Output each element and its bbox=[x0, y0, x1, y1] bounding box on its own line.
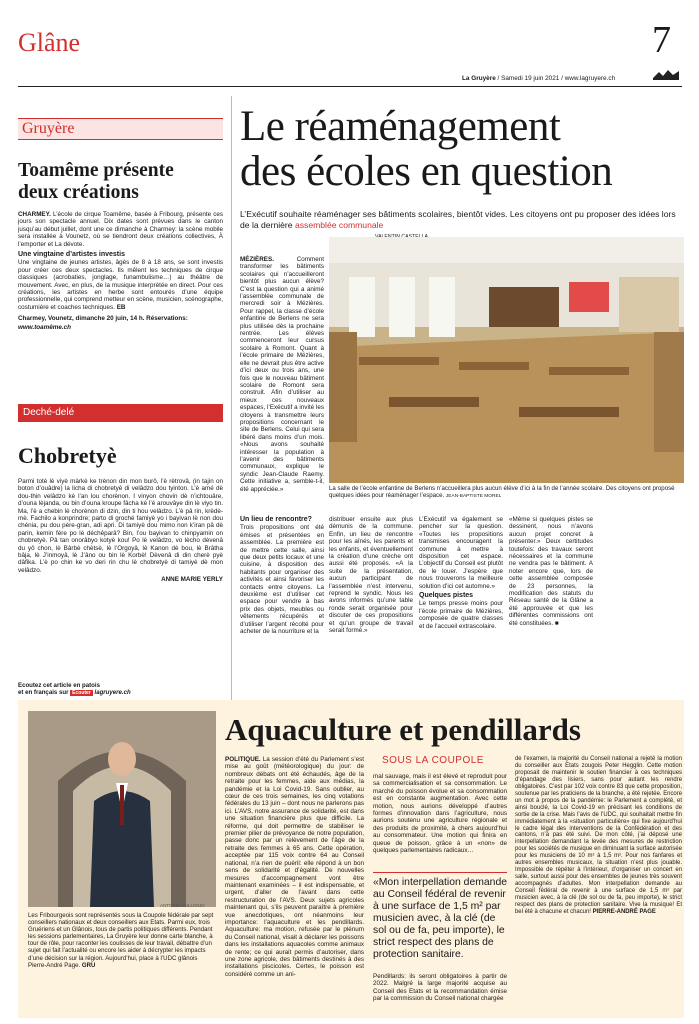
author: ANNE MARIE YERLY bbox=[161, 576, 223, 584]
issue-date: Samedi 19 juin 2021 bbox=[501, 75, 560, 82]
photo-credit: JEAN-BAPTISTE MOREL bbox=[445, 494, 502, 500]
lead-dateline: MÉZIÈRES. bbox=[240, 256, 274, 263]
body-text: Parmi totè lè viyè màrkè ke trènon din mon burô, l’è rètrovâ, (in tajin on boton d’ouâdre) la licha di chobretyè di velâdzo dou tyinton. L’è amé dè dou-thin velâdzo kè l’an lou chorènon. I vinyon chovin dè n’ichtouâre, d’ouna lèjanda, ou bin d’ouna kroupe fâcha kè l’è arouvâye din lè viyo tin. Ma, l’è a chebin lè chorènon di dzin, din ti hou velâdzo. L’è pâ rin, krèdè-mè. Fachilo a konprindre; parto di groché famiyè yo i bayivan lè non dou chénia, pu dou père-gran, adi apri. Di tamiyè dou mimo non k’iran pâ dè parin, kemin fére po lè déchêparâ? Bin, l’ou bayivan to chinpyamin on chobretyè. Pâ tan onorâbyo kotyè kou! Po lè velâdzo, vo lècho dèvenâ du yô chon, lè Bârbè chètsè, lè l’Orgoyâ, lè Kanon dè bou, lè Brâtha bâja, lè J’inmoyâ, lè J’âno ou bin lè Korbè! Dèvenâ di din cherè pyè dâfika. L’è po chin ke vo deri rin chu lè chobretyè di tamiyè dè mon velâdzo. bbox=[18, 478, 223, 574]
bottom-headline: Aquaculture et pendillards bbox=[225, 712, 581, 747]
site-link[interactable]: www.lagruyere.ch bbox=[564, 75, 616, 82]
main-col5 bbox=[509, 516, 593, 628]
col-text: mal sauvage, mais il est élevé et reproduit pour sa commercialisation et sa consommation. Le marché du poisson évolue et sa consommation est en constante augmentation. Avec cette motion, nous aurions développé d’autres formes d’innovation dans l’agriculture, nous aurions soutenu une agriculture régionale et des produits de proximité, à chers aujourd’hui au consommateur. Une motion qui finira en queue de poisson, grâce à un «non» de quelques parlementaires radicaux… bbox=[373, 773, 507, 855]
section-bar-gruyere bbox=[18, 118, 223, 140]
practical-link[interactable]: www.toamême.ch bbox=[18, 323, 71, 331]
pull-quote: «Mon interpellation demande au Conseil fédéral de revenir à une surface de 1,5 m² par musicien avec, à la clé (de sol ou de fa, peu importe), le strict respect des plans de protection sanitaire. bbox=[373, 872, 507, 961]
bottom-col3 bbox=[515, 756, 682, 917]
audio-site[interactable]: lagruyere.ch bbox=[94, 689, 131, 697]
article2-body bbox=[18, 478, 223, 585]
audio-line2: et en français sur bbox=[18, 689, 69, 697]
main-col1 bbox=[240, 256, 324, 494]
lead-dateline: POLITIQUE. bbox=[225, 756, 261, 763]
subhead: Un lieu de rencontre? bbox=[240, 516, 312, 523]
audio-footer bbox=[18, 682, 223, 697]
caption-text: Les Fribourgeois sont représentés sous la Coupole fédérale par sept conseillers nationaux et deux conseillers aux Etats. Parmi eux, trois Gruériens et un Glânois, tous de partis politiques différents. Pendant les sessions parlementaires, La Gruyère leur donne carte blanche, à tour de rôle, pour raconter les coulisses de leur travail, débattre d’un sujet qui fait l’actualité ou encore les aider à décrypter les impacts d’une décision sur la région. Aujourd’hui, place à l’UDC glânois Pierre-André Page. bbox=[28, 912, 214, 969]
col-text: L’Exécutif va également se pencher sur la question. «Toutes les propositions transmises encouragent la commune à mettre à disposition cet espace. L’objectif du Conseil est plutôt de le louer. J’espère que nous trouverons la meilleure solution d’ici cet automne.» bbox=[419, 516, 503, 590]
deck-text: L’Exécutif souhaite réaménager ses bâtiments scolaires, bientôt vides. Les citoyens ont pu proposer des idées lors de la dernière bbox=[240, 209, 676, 230]
listen-badge[interactable]: Écouter bbox=[72, 690, 91, 697]
portrait-photo bbox=[28, 711, 216, 907]
main-headline bbox=[240, 104, 685, 194]
col-text: Le temps presse moins pour l’école primaire de Mézières, composée de quatre classes et de l’accueil extrascolaire. bbox=[419, 600, 503, 630]
col-text: Trois propositions ont été émises et présentées en assemblée. La première est de mettre cette salle, ainsi que deux petits locaux et une cuisine, à disposition des habitants pour organiser des activités et ainsi favoriser les contacts entre citoyens. La deuxième est d’utiliser cet espace pour vendre à bas prix des objets, meubles ou vêtements récupérés et d’utiliser l’argent récolté pour acheter de la nourriture et la bbox=[240, 524, 324, 636]
article1-body bbox=[18, 211, 223, 332]
main-deck bbox=[240, 209, 684, 231]
article2-headline: Chobretyè bbox=[18, 443, 117, 468]
headline-line: Le réaménagement bbox=[240, 103, 561, 150]
headline-line: Toamême présente bbox=[18, 160, 174, 181]
subhead: Quelques pistes bbox=[419, 592, 474, 600]
end-mark: ■ bbox=[554, 619, 559, 627]
author: PIERRE-ANDRÉ PAGE bbox=[592, 908, 656, 915]
section-bar-deche-dele bbox=[18, 404, 223, 422]
rubric: SOUS LA COUPOLE bbox=[382, 755, 484, 766]
bottom-col1 bbox=[225, 756, 364, 979]
col-text: «Même si quelques pistes se dessinent, nous n’avons aucun projet concret à présenter.» Deux certitudes toutefois: des travaux seront nécessaires et la commune ne vendra pas le bâtiment. A noter encore que, lors de cette assemblée composée de 23 personnes, la modification des statuts du Réseau santé de la Glâne a été approuvée et que les différentes commissions ont été constituées. bbox=[509, 516, 593, 627]
bottom-col2b bbox=[373, 973, 507, 1004]
article1-headline bbox=[18, 160, 228, 204]
headline-line: des écoles en question bbox=[240, 148, 613, 195]
main-col2 bbox=[240, 516, 324, 637]
portrait-credit: ANTOINE VULLIOUD bbox=[160, 903, 205, 908]
audio-line1: Ecoutez cet article en patois bbox=[18, 682, 100, 689]
lead-dateline: CHARMEY. bbox=[18, 211, 51, 218]
author: EB bbox=[116, 303, 126, 311]
portrait-caption bbox=[28, 912, 216, 969]
masthead-logo-icon bbox=[651, 68, 681, 82]
photo-caption bbox=[329, 485, 684, 500]
body-text: Une vingtaine de jeunes artistes, âgés de 8 à 18 ans, se sont investis pour créer ces deux spectacles. Ils mêlent les techniques de cirque classiques (acrobaties, jonglage, funambulisme…) au théâtre de mouvement. Avec, en plus, de la musique interprétée en direct. Pour ces créations, les artistes en herbe sont entourés d’une équipe professionnelle, qui comprend metteur en scène, musicien, scénographe, costumière et coaches techniques. bbox=[18, 259, 223, 311]
caption-author: GRU bbox=[81, 961, 96, 969]
deck-highlight-link[interactable]: assemblée communale bbox=[294, 220, 384, 230]
page-number: 7 bbox=[652, 19, 671, 61]
section-label: Deché-delé bbox=[23, 407, 75, 418]
lead-text: L’école de cirque Toamême, basée à Fribourg, présente ces jours son spectacle annuel. Dix dates sont prévues dans le canton jusqu’au début juillet, dont une ce dimanche à Charmey: la scène mobile sera installée à Vounetz, où se tiendront deux créations collectives, À l’emporter et La dévote. bbox=[18, 211, 224, 248]
col-text: Pendillards: ils seront obligatoires à partir de 2022. Malgré la large majorité acquise au Conseil des Etats et la recommandation émise par la commission du Conseil national chargée bbox=[373, 973, 507, 1003]
section-title: Glâne bbox=[18, 28, 81, 57]
col-text: de l’examen, la majorité du Conseil national a rejeté la motion du conseiller aux Etats zougois Peter Hegglin. Cette motion proposait de maintenir le soutien financier à ces techniques d’épandage des lisiers, sans pour autant les rendre obligatoires. C’est par 102 voix contre 83 que cette proposition, soutenue par les praticiens de la branche, a été rejetée. Encore un mot à propos de la pandémie: le Parlement a complété, et ainsi bouclé, la Loi Covid-19 en précisant les conditions de sortie de la crise. Mais l’avis de l’UDC, qui souhaitait mettre fin immédiatement à la «situation particulière» qui fixe aujourd’hui le cadre légal des interventions de la Confédération et des cantons, n’a pas été suivi. De mon côté, j’ai déposé une interpellation demandant la levée des mesures de restriction pour les sociétés de musique en diminuant la surface autorisée pour les musiciens de 10 m² à 1,5 m². Pour nos fanfares et autres ensembles musicaux, la situation n’est plus jouable. Impossible de répéter à l’intérieur, d’organiser un concert en salle, surtout aussi pour des ensembles de jeunes très souvent accompagnés d’adultes. Mon interpellation demande au Conseil fédéral de revenir à une surface de 1,5 m² par musicien avec, à la clé (de sol ou de fa, peu importe), le strict respect des plans de protection sanitaire. Vive la musique! Et bel été à chacune et chacun! bbox=[515, 756, 683, 915]
headline-line: deux créations bbox=[18, 182, 139, 203]
col-text: La session d’été du Parlement s’est mise au goût (météorologique) du jour: de nombreux débats ont été échaudés, âge de la retraite pour les femmes, aide aux médias, la pandémie et la Loi Covid-19. Sans oublier, au cœur de ces trois semaines, les cinq votations fédérales du 13 juin – dont nous ne parlerons pas ici. L’AVS, notre assurance de solidarité, est dans une situation financière plus que difficile. La réforme, qui doit permettre de stabiliser le premier pilier de prévoyance de notre population, passe donc par un relèvement de l’âge de la retraite des femmes à 65 ans. Cette opération, acceptée par 115 voix contre 64 au Conseil national, n’a rien de puéril: elle répond à un bon sens de solidarité et d’égalité. De nouvelles mesures d’accompagnement vont être maintenant examinées – il est indispensable, et urgent, d’aller de l’avant dans cette restructuration de l’AVS. Deux sujets agricoles maintenant qui, s’ils peuvent paraître à première vue anecdotiques, ont néanmoins leur importance: l’aquaculture et les pendillards. Aquaculture: ma motion, refusée par le plénum du Conseil national, visait à déclarer les poissons dans les installations aquacoles comme animaux de rente; ce qui aurait permis d’autoriser, dans une zone agricole, des bâtiments destinés à des installations piscicoles. Certes, le poisson est considéré comme un ani- bbox=[225, 756, 364, 978]
dateline: La Gruyère / Samedi 19 juin 2021 / www.lagruyere.ch bbox=[462, 75, 616, 82]
classroom-photo bbox=[329, 237, 684, 483]
col-text: Comment transformer les bâtiments scolaires qui n’accueilleront bientôt plus aucun élève? C’est la question qui a animé l’assemblée communale de mercredi soir à Mézières. Pour rappel, la classe d’école enfantine de Berlens ne sera plus utilisée dès la prochaine rentrée. Les élèves commenceront leur cursus scolaire à Romont. Quant à l’école primaire de Mézières, elle ne devrait plus être active d’ici deux ou trois ans, une fois que le nouveau bâtiment scolaire de Romont sera construit. Afin d’utiliser au mieux ces nouveaux espaces, l’Exécutif a invité les citoyens à transmettre leurs propositions concernant le site de Berlens. Celui qui sera libéré dans moins d’un mois. «Nous avons souhaité intéresser la population à l’avenir des bâtiments communaux, explique le syndic Jean-Claude Raemy. Cette initiative a, semble-t-il, été appréciée.» bbox=[240, 256, 324, 493]
section-label: Gruyère bbox=[22, 120, 75, 137]
col-text: distribuer ensuite aux plus démunis de la commune. Enfin, un lieu de rencontre pour les aînés, les parents et les enfants, et éventuellement la création d’une crèche ont aussi été proposés. «A la suite de la présentation, aucun participant de l’assemblée n’est intervenu, reprend le syndic. Nous les avons informés qu’une table ronde serait organisée pour discuter de ces propositions et qu’un groupe de travail serait formé.» bbox=[329, 516, 413, 635]
bottom-col2 bbox=[373, 773, 507, 855]
subhead: Une vingtaine d’artistes investis bbox=[18, 251, 125, 259]
main-col3 bbox=[329, 516, 413, 636]
main-col4 bbox=[419, 516, 503, 631]
caption-text: La salle de l’école enfantine de Berlens n’accueillera plus aucun élève d’ici à la fin de l’année scolaire. Des citoyens ont proposé quelques idées pour réaménager l’espace. bbox=[329, 485, 675, 500]
practical-info: Charmey, Vounetz, dimanche 20 juin, 14 h. Réservations: bbox=[18, 315, 188, 323]
masthead: La Gruyère bbox=[462, 75, 496, 82]
